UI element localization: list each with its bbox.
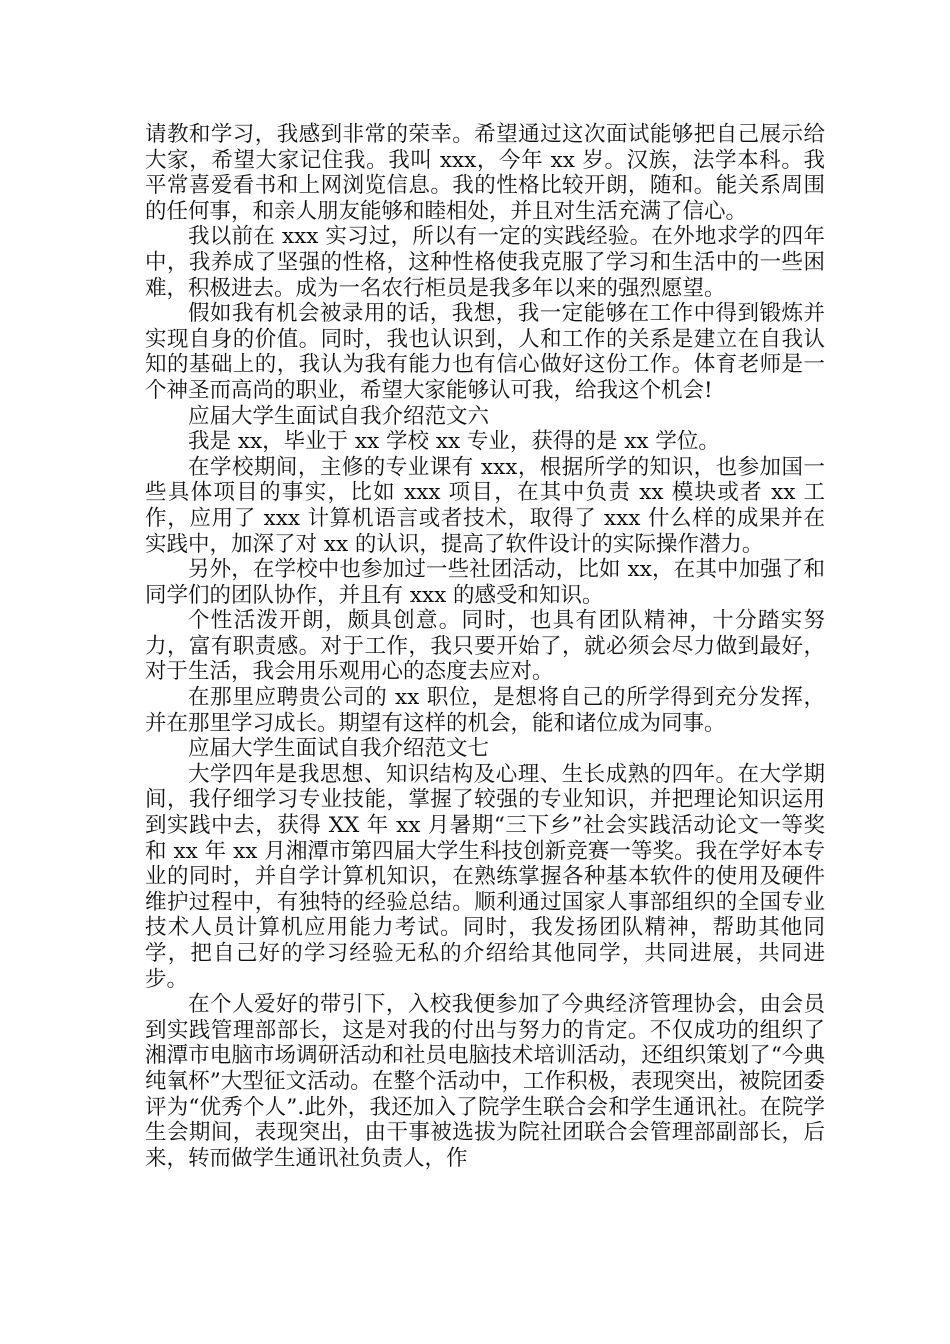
paragraph-university-years: 大学四年是我思想、知识结构及心理、生长成熟的四年。在大学期间，我仔细学习专业技能，掌握了较强的专业知识，并把理论知识运用到实践中去，获得 XX 年 xx 月暑期“三下乡”社会实践活动论文一等奖和 xx 年 xx 月湘潭市第四届大学生科技创新竞赛一等奖。我在学好本专业的同时，并自学计算机知识，在熟练掌握各种基本软件的使用及硬件维护过程中，有独特的经验总结。顺利通过国家人事部组织的全国专业技术人员计算机应用能力考试。同时，我发扬团队精神，帮助其他同学，把自己好的学习经验无私的介绍给其他同学，共同进展，共同进步。 — [145, 761, 825, 992]
section-heading-seven: 应届大学生面试自我介绍范文七 — [188, 736, 490, 762]
paragraph-association: 在个人爱好的带引下，入校我便参加了今典经济管理协会，由会员到实践管理部部长，这是对我的付出与努力的肯定。不仅成功的组织了湘潭市电脑市场调研活动和社员电脑技术培训活动，还组织策划了“今典纯氧杯”大型征文活动。在整个活动中，工作积极，表现突出，被院团委评为“优秀个人”.此外，我还加入了院学生联合会和学生通讯社。在院学生会期间，表现突出，由干事被选拔为院社团联合会管理部副部长，后来，转而做学生通讯社负责人，作 — [145, 992, 825, 1171]
paragraph-internship: 我以前在 xxx 实习过，所以有一定的实践经验。在外地求学的四年中，我养成了坚强的性格，这种性格使我克服了学习和生活中的一些困难，积极进去。成为一名农行柜员是我多年以来的强烈愿望。 — [145, 224, 825, 301]
section-heading-six: 应届大学生面试自我介绍范文六 — [188, 403, 490, 429]
paragraph-graduation: 我是 xx，毕业于 xx 学校 xx 专业，获得的是 xx 学位。 — [188, 429, 720, 455]
document-page — [145, 122, 825, 1171]
paragraph-opportunity: 假如我有机会被录用的话，我想，我一定能够在工作中得到锻炼并实现自身的价值。同时，我也认识到，人和工作的关系是建立在自我认知的基础上的，我认为我有能力也有信心做好这份工作。体育老师是一个神圣而高尚的职业，希望大家能够认可我，给我这个机会! — [145, 301, 825, 403]
paragraph-clubs: 另外，在学校中也参加过一些社团活动，比如 xx，在其中加强了和同学们的团队协作，并且有 xxx 的感受和知识。 — [145, 557, 825, 608]
paragraph-personality: 个性活泼开朗，颇具创意。同时，也具有团队精神，十分踏实努力，富有职责感。对于工作，我只要开始了，就必须会尽力做到最好，对于生活，我会用乐观用心的态度去应对。 — [145, 608, 825, 685]
paragraph-position: 在那里应聘贵公司的 xx 职位，是想将自己的所学得到充分发挥，并在那里学习成长。期望有这样的机会，能和诸位成为同事。 — [145, 685, 825, 736]
paragraph-courses: 在学校期间，主修的专业课有 xxx，根据所学的知识，也参加国一些具体项目的事实，比如 xxx 项目，在其中负责 xx 模块或者 xx 工作，应用了 xxx 计算机语言或者技术，取得了 xxx 什么样的成果并在实践中，加深了对 xx 的认识，提高了软件设计的实际操作潜力。 — [145, 454, 825, 557]
paragraph-intro-continued: 请教和学习，我感到非常的荣幸。希望通过这次面试能够把自己展示给大家，希望大家记住我。我叫 xxx，今年 xx 岁。汉族，法学本科。我平常喜爱看书和上网浏览信息。我的性格比较开朗，随和。能关系周围的任何事，和亲人朋友能够和睦相处，并且对生活充满了信心。 — [145, 122, 825, 224]
